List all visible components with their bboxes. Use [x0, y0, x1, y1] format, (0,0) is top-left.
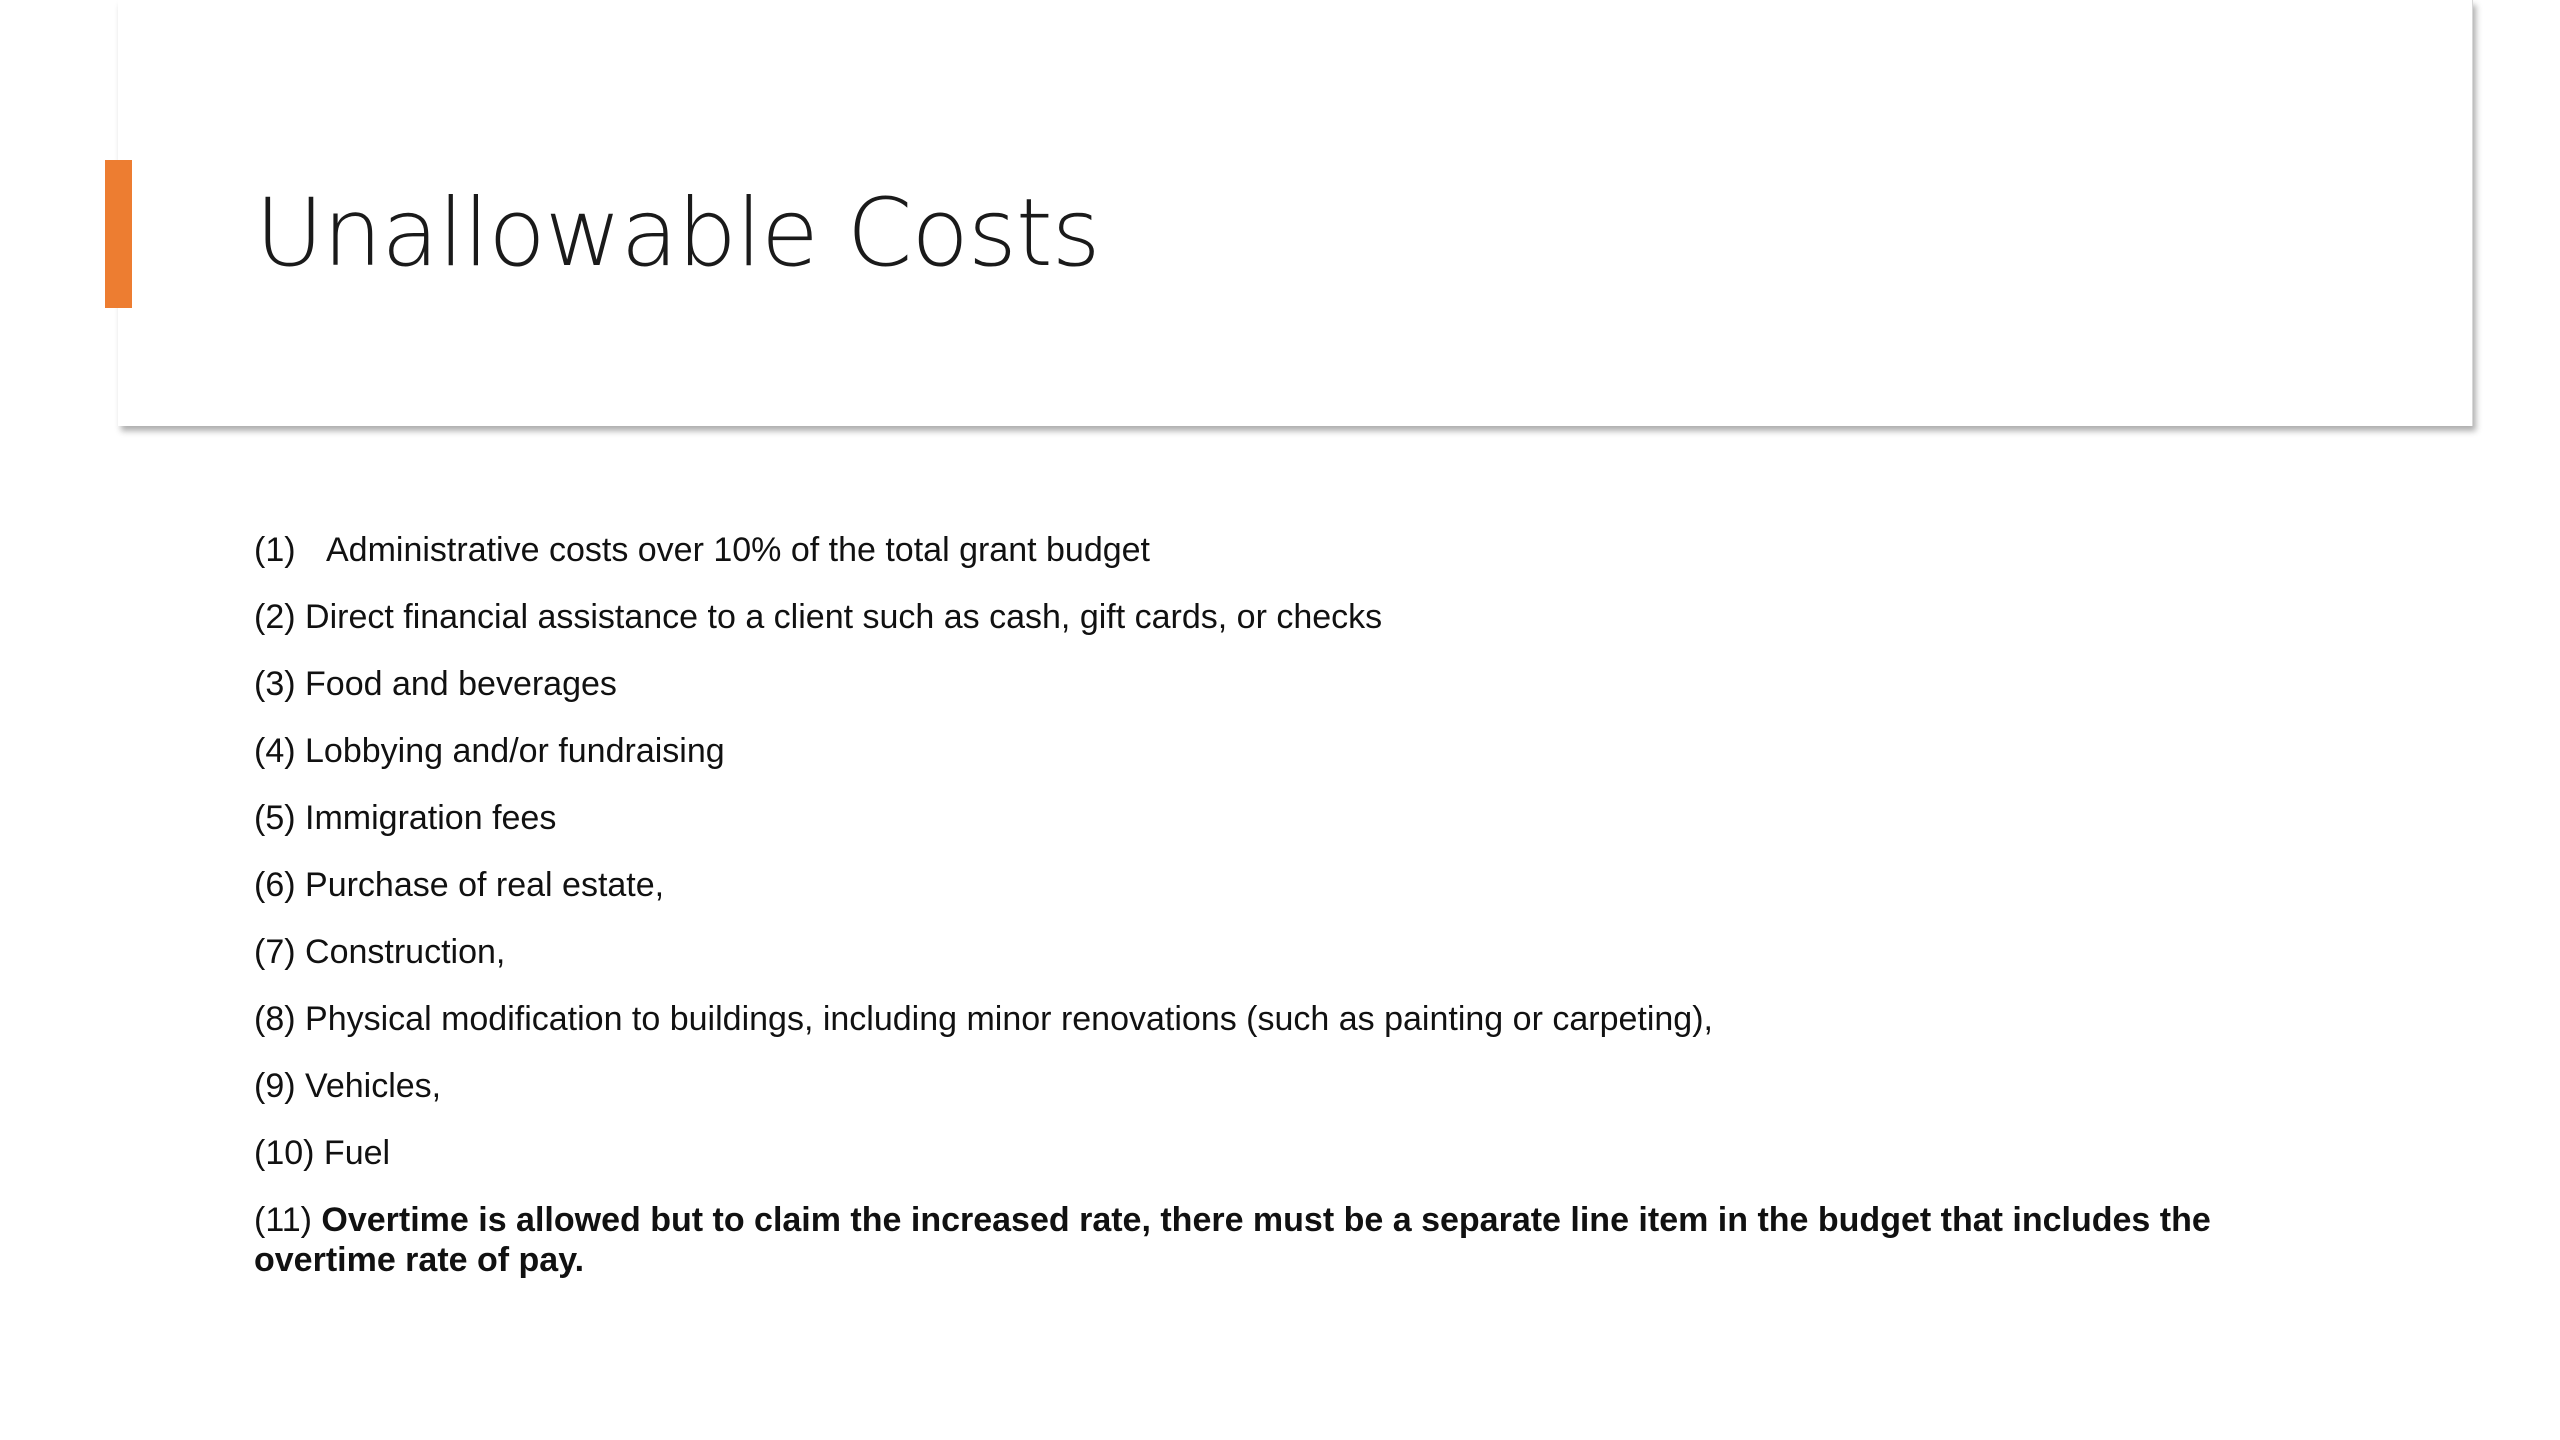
item-text-bold: Overtime is allowed but to claim the increased rate, there must be a separate line item in the budget that includes the overtime rate of pay.: [254, 1201, 2211, 1279]
item-text: Direct financial assistance to a client such as cash, gift cards, or checks: [305, 598, 1383, 636]
list-item: [254, 664, 2334, 704]
item-text: Administrative costs over 10% of the total grant budget: [326, 531, 1151, 569]
item-number: (5): [254, 799, 296, 837]
item-text: Immigration fees: [305, 799, 557, 837]
item-text: Purchase of real estate,: [305, 866, 665, 904]
list-item: [254, 530, 2334, 570]
item-number: (7): [254, 933, 296, 971]
list-item: [254, 932, 2334, 972]
accent-bar: [105, 160, 132, 308]
item-number: (8): [254, 1000, 296, 1038]
item-text: Vehicles,: [305, 1067, 442, 1105]
item-number: (6): [254, 866, 296, 904]
item-number: (11): [254, 1201, 312, 1239]
list-item: [254, 999, 2334, 1039]
item-number: (3): [254, 665, 296, 703]
list-item: [254, 731, 2334, 771]
cost-list: [254, 530, 2334, 1307]
item-text: Fuel: [323, 1134, 391, 1172]
list-item-overtime: [254, 1200, 2334, 1280]
item-text: Construction,: [305, 933, 506, 971]
item-text: Physical modification to buildings, including minor renovations (such as painting or carpeting),: [305, 1000, 1713, 1038]
list-item: [254, 798, 2334, 838]
item-number: (1): [254, 531, 296, 569]
item-number: (9): [254, 1067, 296, 1105]
item-number: (10): [254, 1134, 315, 1172]
list-item: [254, 1133, 2334, 1173]
list-item: [254, 865, 2334, 905]
item-number: (4): [254, 732, 296, 770]
list-item: [254, 1066, 2334, 1106]
list-item: [254, 597, 2334, 637]
item-text: Food and beverages: [305, 665, 617, 703]
slide-title: Unallowable Costs: [255, 179, 1100, 288]
item-text: Lobbying and/or fundraising: [305, 732, 725, 770]
item-number: (2): [254, 598, 296, 636]
